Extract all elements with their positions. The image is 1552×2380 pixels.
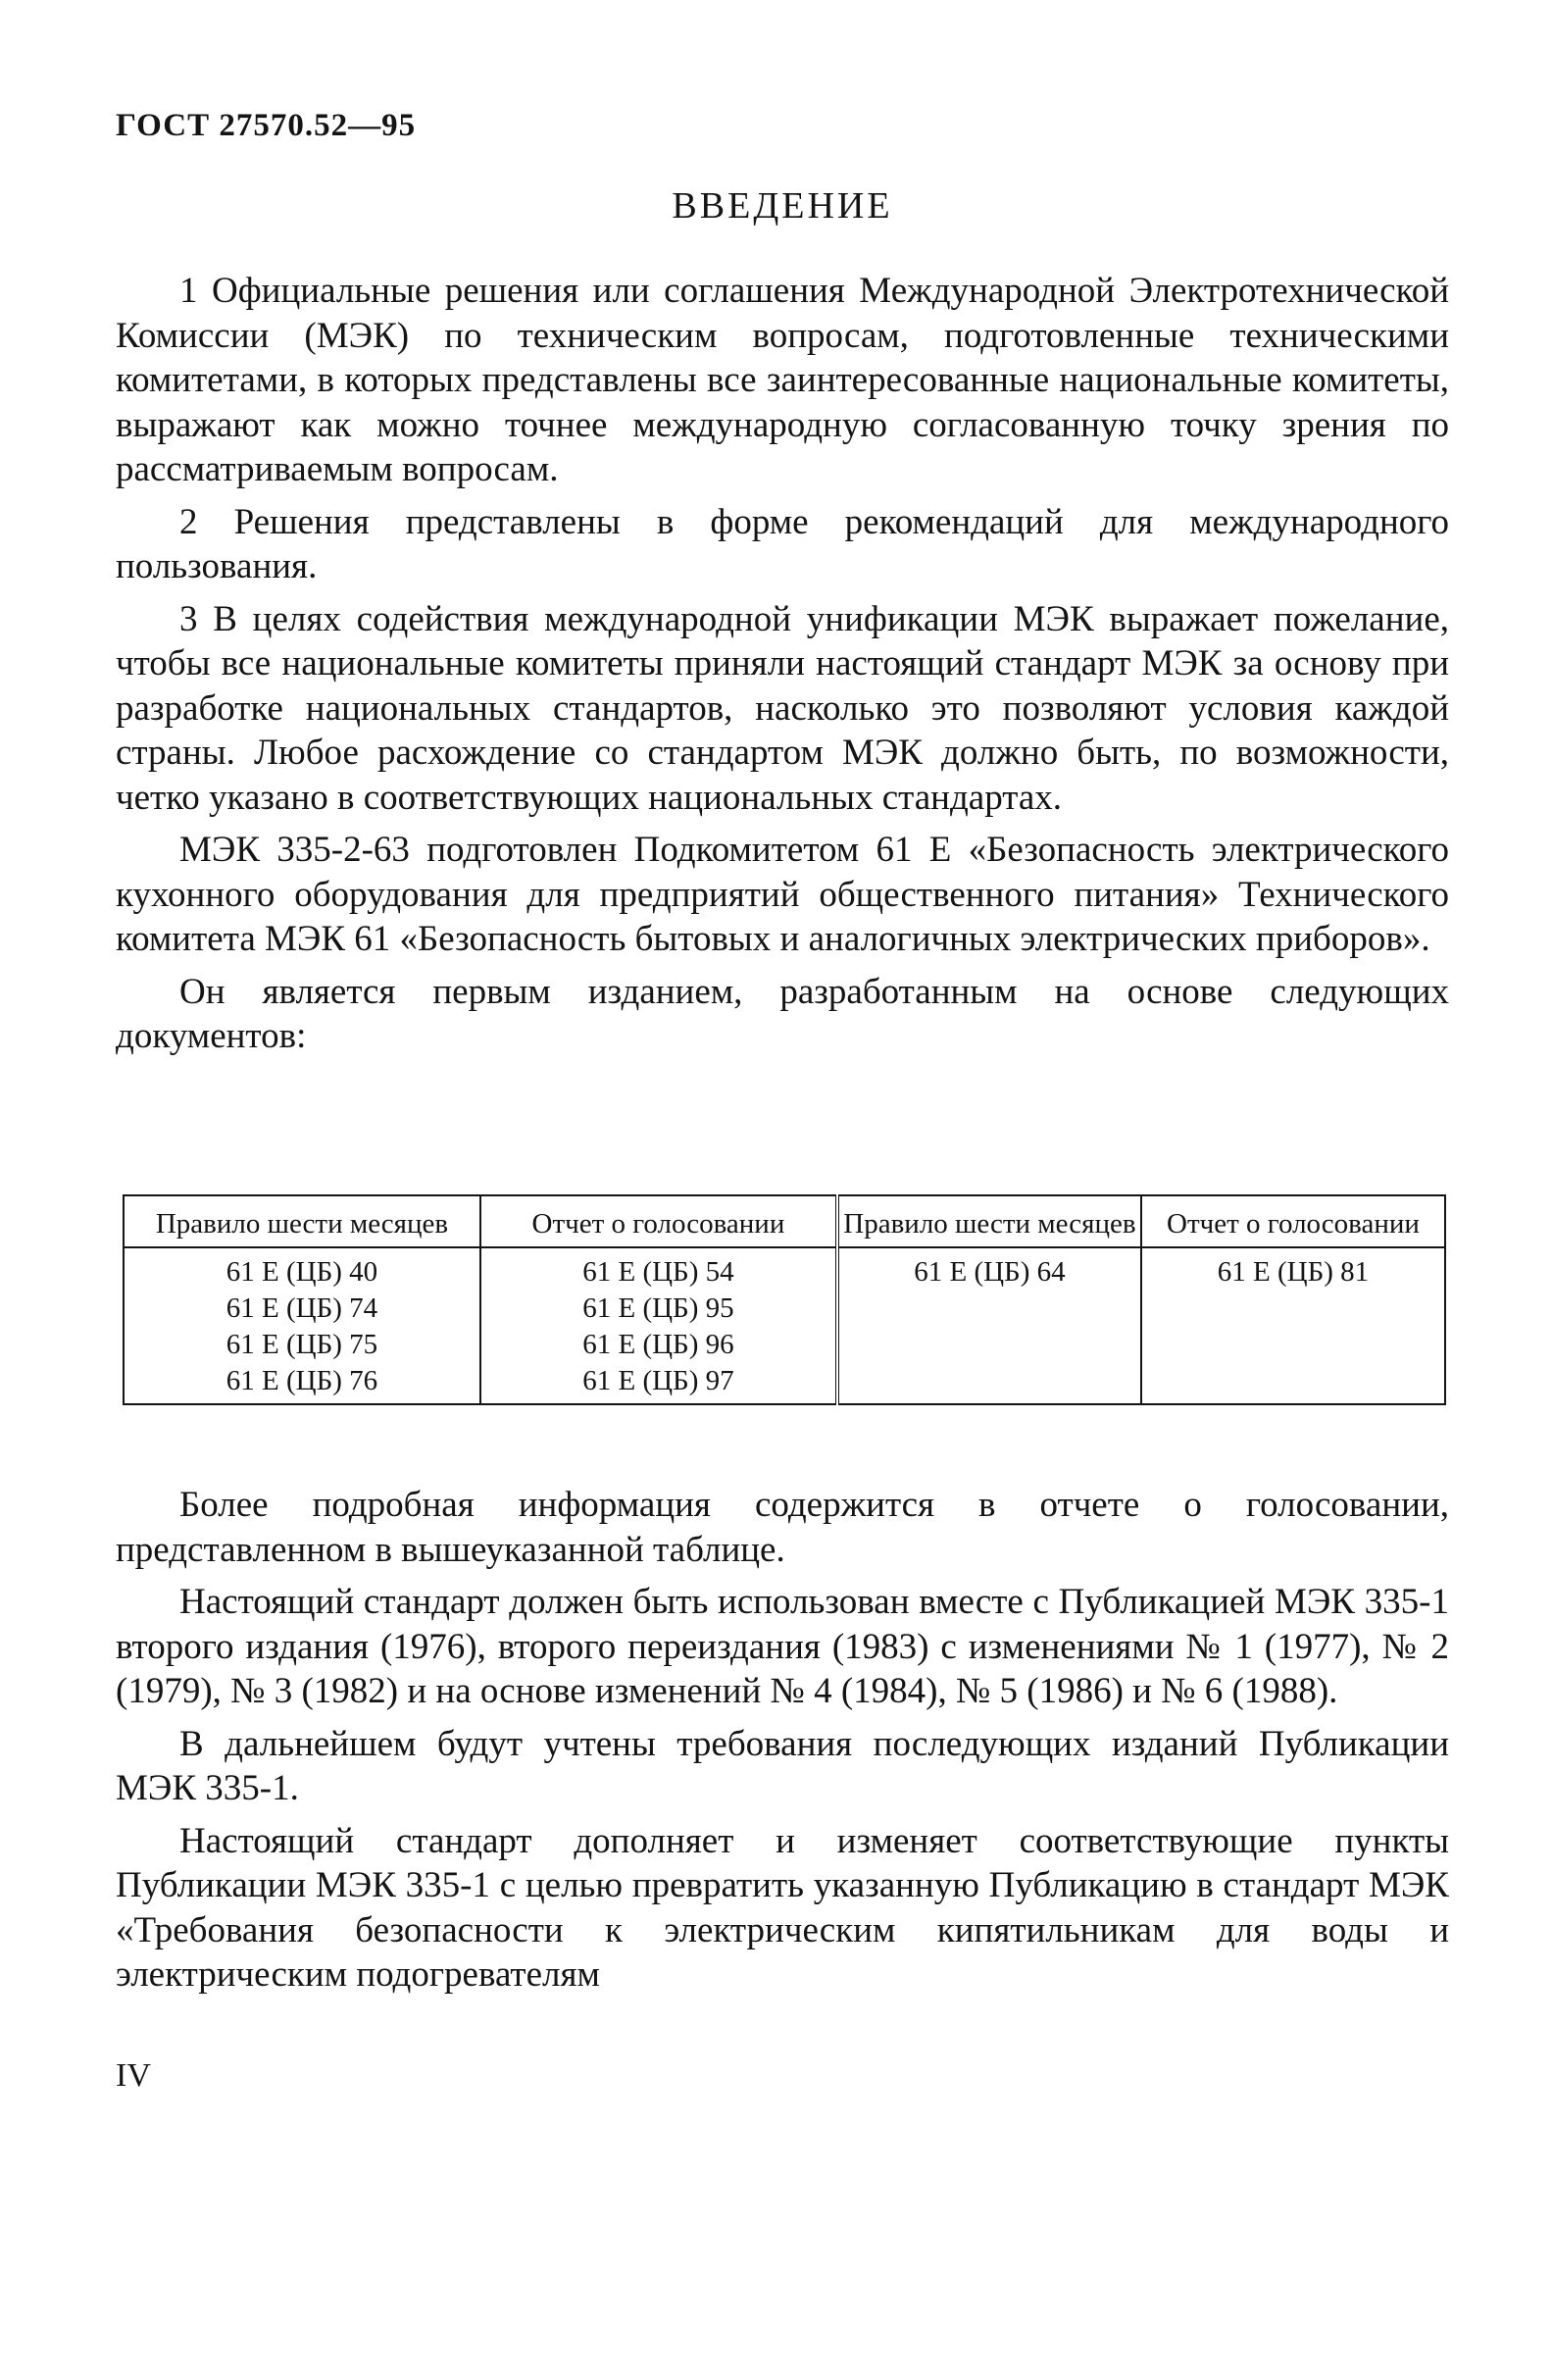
paragraph-4: МЭК 335-2-63 подготовлен Подкомитетом 61 Е «Безопасность электрического кухонного оборудования для предприятий общественного питания» Технического комитета МЭК 61 «Безопасность бытовых и аналогичных электрических приборов». [116,830,1449,959]
page-number: IV [116,2057,151,2094]
table-header-row [124,1195,1445,1247]
paragraph-8: В дальнейшем будут учтены требования последующих изданий Публикации МЭК 335-1. [116,1723,1449,1808]
table-cell-value: 61 Е (ЦБ) 64 [914,1256,1066,1288]
paragraph-9: Настоящий стандарт дополняет и изменяет соответствующие пункты Публикации МЭК 335-1 с целью превратить указанную Публикацию в стандарт МЭК «Требования безопасности к электрическим кипятильникам для воды и электрическим подогревателям [116,1820,1449,1995]
section-title: ВВЕДЕНИЕ [672,185,893,227]
paragraph-2: 2 Решения представлены в форме рекомендаций для международного пользования. [116,501,1449,586]
table-header-cell: Отчет о голосовании [480,1195,837,1247]
paragraph-5: Он является первым изданием, разработанным на основе следующих документов: [116,971,1449,1056]
table-cell-value: 61 Е (ЦБ) 81 [1217,1256,1370,1288]
paragraph-7: Настоящий стандарт должен быть использован вместе с Публикацией МЭК 335-1 второго издания (1976), второго переиздания (1983) с изменениями № 1 (1977), № 2 (1979), № 3 (1982) и на основе изменений № 4 (1984), № 5 (1986) и № 6 (1988). [116,1582,1449,1711]
paragraph-1: 1 Официальные решения или соглашения Международной Электротехнической Комиссии (МЭК) по техническим вопросам, подготовленные техническими комитетами, в которых представлены все заинтересованные национальные комитеты, выражают как можно точнее международную согласованную точку зрения по рассматриваемым вопросам. [116,271,1449,489]
table-row [124,1247,1445,1404]
table-cell-value: 61 Е (ЦБ) 40 [225,1256,378,1288]
table-header-cell: Правило шести месяцев [837,1195,1141,1247]
table-cell-value: 61 Е (ЦБ) 95 [582,1292,734,1324]
table-cell-value: 61 Е (ЦБ) 97 [582,1365,734,1396]
standard-number-header: ГОСТ 27570.52—95 [116,108,417,143]
table-header-cell: Правило шести месяцев [124,1195,480,1247]
paragraph-6: Более подробная информация содержится в отчете о голосовании, представленном в вышеуказанной таблице. [116,1485,1449,1570]
table-cell-column-3 [837,1247,1141,1404]
paragraph-3: 3 В целях содействия международной унификации МЭК выражает пожелание, чтобы все национальные комитеты приняли настоящий стандарт МЭК за основу при разработке национальных стандартов, насколько это позволяют условия каждой страны. Любое расхождение со стандартом МЭК должно быть, по возможности, четко указано в соответствующих национальных стандартах. [116,598,1449,818]
table-cell-value: 61 Е (ЦБ) 74 [225,1292,378,1324]
table-cell-column-1 [124,1247,480,1404]
table-cell-column-2 [480,1247,837,1404]
table-cell-value: 61 Е (ЦБ) 54 [582,1256,734,1288]
table-cell-value: 61 Е (ЦБ) 75 [225,1329,378,1360]
intro-text-before-table [116,269,1449,1067]
table-cell-value: 61 Е (ЦБ) 96 [582,1329,734,1360]
table-cell-value: 61 Е (ЦБ) 76 [225,1365,378,1396]
table-header-cell: Отчет о голосовании [1141,1195,1445,1247]
text-after-table [116,1483,1449,2005]
table-cell-column-4 [1141,1247,1445,1404]
documents-table [123,1194,1446,1405]
